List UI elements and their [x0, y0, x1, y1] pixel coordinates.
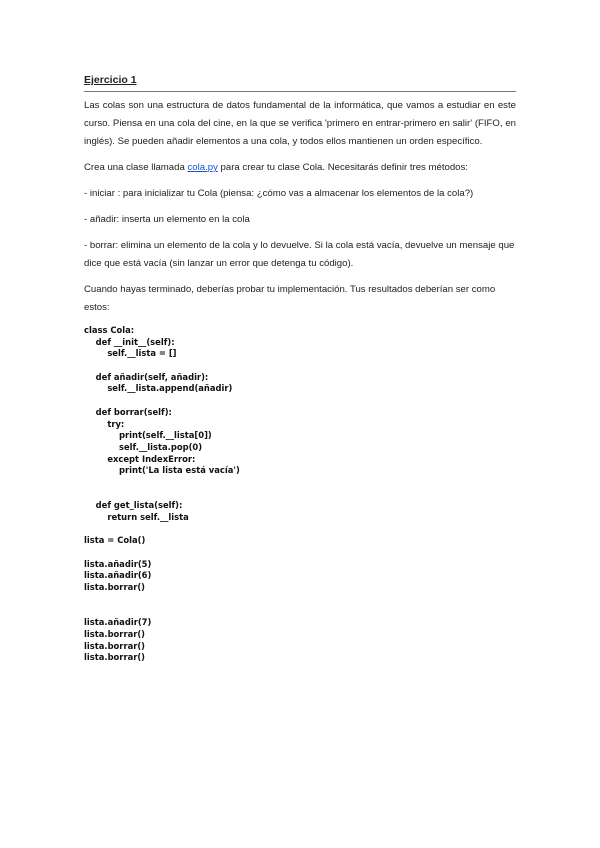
test-paragraph: Cuando hayas terminado, deberías probar tu implementación. Tus resultados deberían ser como estos:	[84, 284, 496, 313]
code-line	[84, 547, 516, 559]
cola-py-link[interactable]: cola.py	[187, 162, 218, 173]
code-line: lista.añadir(7)	[84, 617, 152, 628]
code-line: lista.borrar()	[84, 628, 146, 639]
borrar-method-paragraph: - borrar: elimina un elemento de la cola y lo devuelve. Si la cola está vacía, devuelve un mensaje que dice que está vacía (sin lanzar un error que detenga tu código).	[84, 240, 515, 269]
code-line: lista = Cola()	[84, 535, 146, 546]
code-line	[84, 489, 516, 501]
code-line: self.__lista = []	[84, 348, 177, 359]
code-line	[84, 594, 516, 606]
code-line: lista.añadir(5)	[84, 558, 152, 569]
create-class-text-before: Crea una clase llamada	[84, 162, 188, 173]
code-line: self.__lista.pop(0)	[84, 441, 203, 452]
code-line: class Cola:	[84, 325, 135, 335]
code-line	[84, 606, 516, 618]
create-class-paragraph	[84, 159, 516, 177]
code-line: def borrar(self):	[84, 406, 172, 417]
code-line: lista.añadir(6)	[84, 570, 152, 581]
create-class-text-after: para crear tu clase Cola. Necesitarás definir tres métodos:	[217, 162, 468, 173]
code-line: def añadir(self, añadir):	[84, 371, 209, 382]
code-block	[84, 325, 516, 664]
code-line: print(self.__lista[0])	[84, 430, 212, 441]
code-line: def __init__(self):	[84, 336, 175, 347]
document-page	[84, 73, 516, 664]
code-line: lista.borrar()	[84, 640, 146, 651]
code-line	[84, 524, 516, 536]
heading-divider	[84, 91, 516, 92]
code-line	[84, 360, 516, 372]
code-line: return self.__lista	[84, 512, 189, 522]
code-line: lista.borrar()	[84, 652, 146, 663]
code-line: try:	[84, 418, 125, 429]
code-line: def get_lista(self):	[84, 500, 183, 511]
code-line: lista.borrar()	[84, 582, 146, 593]
intro-paragraph: Las colas son una estructura de datos fundamental de la informática, que vamos a estudiar en este curso. Piensa en una cola del cine, en la que se verifica 'primero en entrar-primero en salir' (FIFO, en inglés). Se pueden añadir elementos a una cola, y todos ellos mantienen un orden específico.	[84, 100, 516, 147]
code-line: self.__lista.append(añadir)	[84, 383, 233, 394]
exercise-heading: Ejercicio 1	[84, 74, 137, 86]
code-line	[84, 395, 516, 407]
iniciar-method-paragraph: - iniciar : para inicializar tu Cola (piensa: ¿cómo vas a almacenar los elementos de la cola?)	[84, 188, 474, 199]
anadir-method-paragraph: - añadir: inserta un elemento en la cola	[84, 214, 250, 225]
code-line: print('La lista está vacía')	[84, 465, 240, 476]
code-line: except IndexError:	[84, 453, 196, 464]
code-line	[84, 477, 516, 489]
